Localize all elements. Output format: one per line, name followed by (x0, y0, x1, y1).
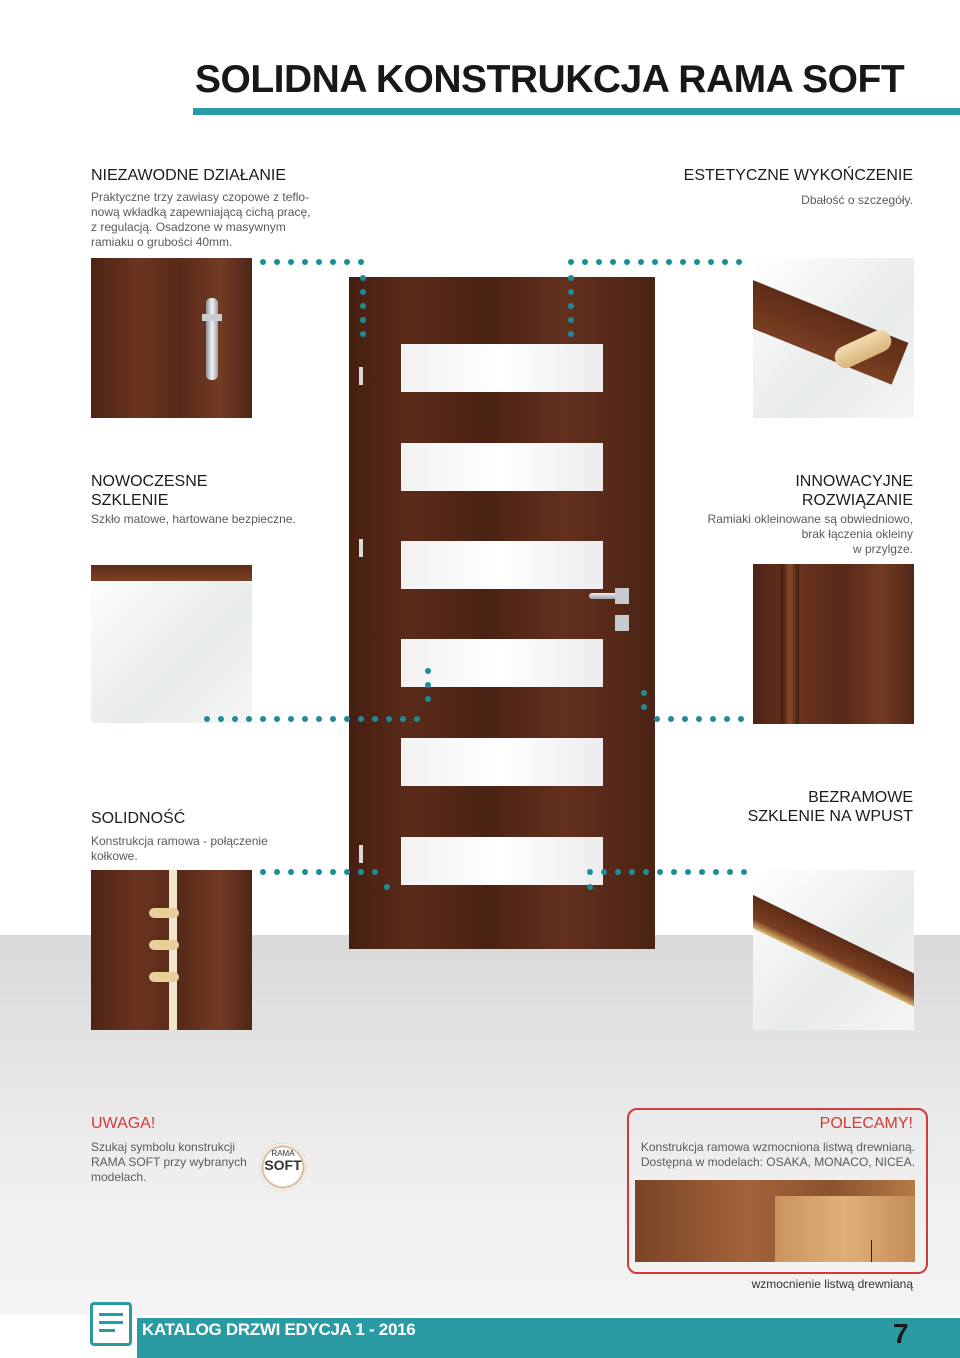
page-number: 7 (893, 1318, 909, 1349)
door-hinge (359, 845, 363, 863)
frameless-heading-line: SZKLENIE NA WPUST (747, 808, 913, 825)
frameless-edge (753, 890, 914, 1013)
notice-line: modelach. (91, 1170, 147, 1184)
glazing-heading-line: NOWOCZESNE (91, 473, 208, 490)
title-underline (193, 108, 960, 115)
frameless-photo (753, 870, 914, 1030)
finish-photo (753, 258, 914, 418)
notice-heading: UWAGA! (91, 1115, 156, 1132)
callout-line (871, 1240, 872, 1262)
catalog-page-icon (90, 1302, 132, 1346)
innovative-line: brak łączenia okleiny (801, 527, 913, 541)
reliable-text (91, 190, 331, 250)
dowel-1 (149, 908, 179, 918)
badge-top-text: RAMA (271, 1149, 295, 1158)
dowel-photo (91, 870, 252, 1030)
door-glass-pane (401, 738, 603, 786)
hinge-ring (202, 314, 222, 321)
door-handle-rose (615, 588, 629, 604)
page-title: SOLIDNA KONSTRUKCJA RAMA SOFT (195, 58, 905, 101)
hinge-pin (206, 298, 218, 380)
glazing-heading (91, 472, 207, 510)
door-lock-plate (615, 615, 629, 631)
door-glass-pane (401, 344, 603, 392)
reliable-line: z regulacją. Osadzone w masywnym (91, 220, 286, 234)
notice-text (91, 1140, 251, 1185)
door-hinge (359, 367, 363, 385)
innovative-line: w przylgze. (852, 542, 913, 556)
door-glass-pane (401, 837, 603, 885)
solidity-line: kołkowe. (91, 849, 138, 863)
notice-line: Szukaj symbolu konstrukcji (91, 1140, 236, 1154)
recommend-line: Dostępna w modelach: OSAKA, MONACO, NICEA. (640, 1155, 915, 1169)
door-hinge (359, 539, 363, 557)
door-glass-pane (401, 639, 603, 687)
hinge-photo (91, 258, 252, 418)
glass-frame-edge (91, 565, 252, 581)
reinforcement-strip (775, 1196, 915, 1262)
finish-text: Dbałość o szczegóły. (801, 193, 913, 207)
dowel-3 (149, 972, 179, 982)
innovative-line: Ramiaki okleinowane są obwiedniowo, (707, 512, 913, 526)
reinforcement-photo (635, 1180, 915, 1262)
recommend-caption: wzmocnienie listwą drewnianą (751, 1277, 913, 1291)
door-glass-pane (401, 443, 603, 491)
glazing-text: Szkło matowe, hartowane bezpieczne. (91, 512, 296, 526)
reliable-line: Praktyczne trzy zawiasy czopowe z teflo- (91, 190, 310, 204)
dowel-2 (149, 940, 179, 950)
solidity-heading: SOLIDNOŚĆ (91, 810, 186, 827)
frameless-heading-line: BEZRAMOWE (808, 789, 913, 806)
reliable-heading: NIEZAWODNE DZIAŁANIE (91, 167, 286, 184)
catalog-edition: KATALOG DRZWI EDYCJA 1 - 2016 (142, 1320, 416, 1339)
rama-soft-badge (259, 1143, 307, 1191)
innovative-heading-line: INNOWACYJNE (795, 473, 913, 490)
door-glass-pane (401, 541, 603, 589)
glass-photo (91, 565, 252, 723)
door-image (349, 277, 655, 949)
innovative-heading-line: ROZWIĄZANIE (801, 492, 913, 509)
badge-main-text: SOFT (264, 1157, 302, 1173)
frame-edge (753, 268, 908, 385)
solidity-text (91, 834, 268, 864)
veneer-photo (753, 564, 914, 724)
recommend-text (630, 1140, 915, 1170)
recommend-heading: POLECAMY! (819, 1115, 913, 1132)
glazing-heading-line: SZKLENIE (91, 492, 169, 509)
solidity-line: Konstrukcja ramowa - połączenie (91, 834, 268, 848)
notice-line: RAMA SOFT przy wybranych (91, 1155, 247, 1169)
reliable-line: ramiaku o grubości 40mm. (91, 235, 233, 249)
veneer-groove (781, 564, 799, 724)
recommend-line: Konstrukcja ramowa wzmocniona listwą drewnianą. (640, 1140, 915, 1154)
reliable-line: nową wkładką zapewniającą cichą pracę, (91, 205, 311, 219)
finish-heading: ESTETYCZNE WYKOŃCZENIE (683, 167, 913, 184)
joint-line (169, 870, 177, 1030)
